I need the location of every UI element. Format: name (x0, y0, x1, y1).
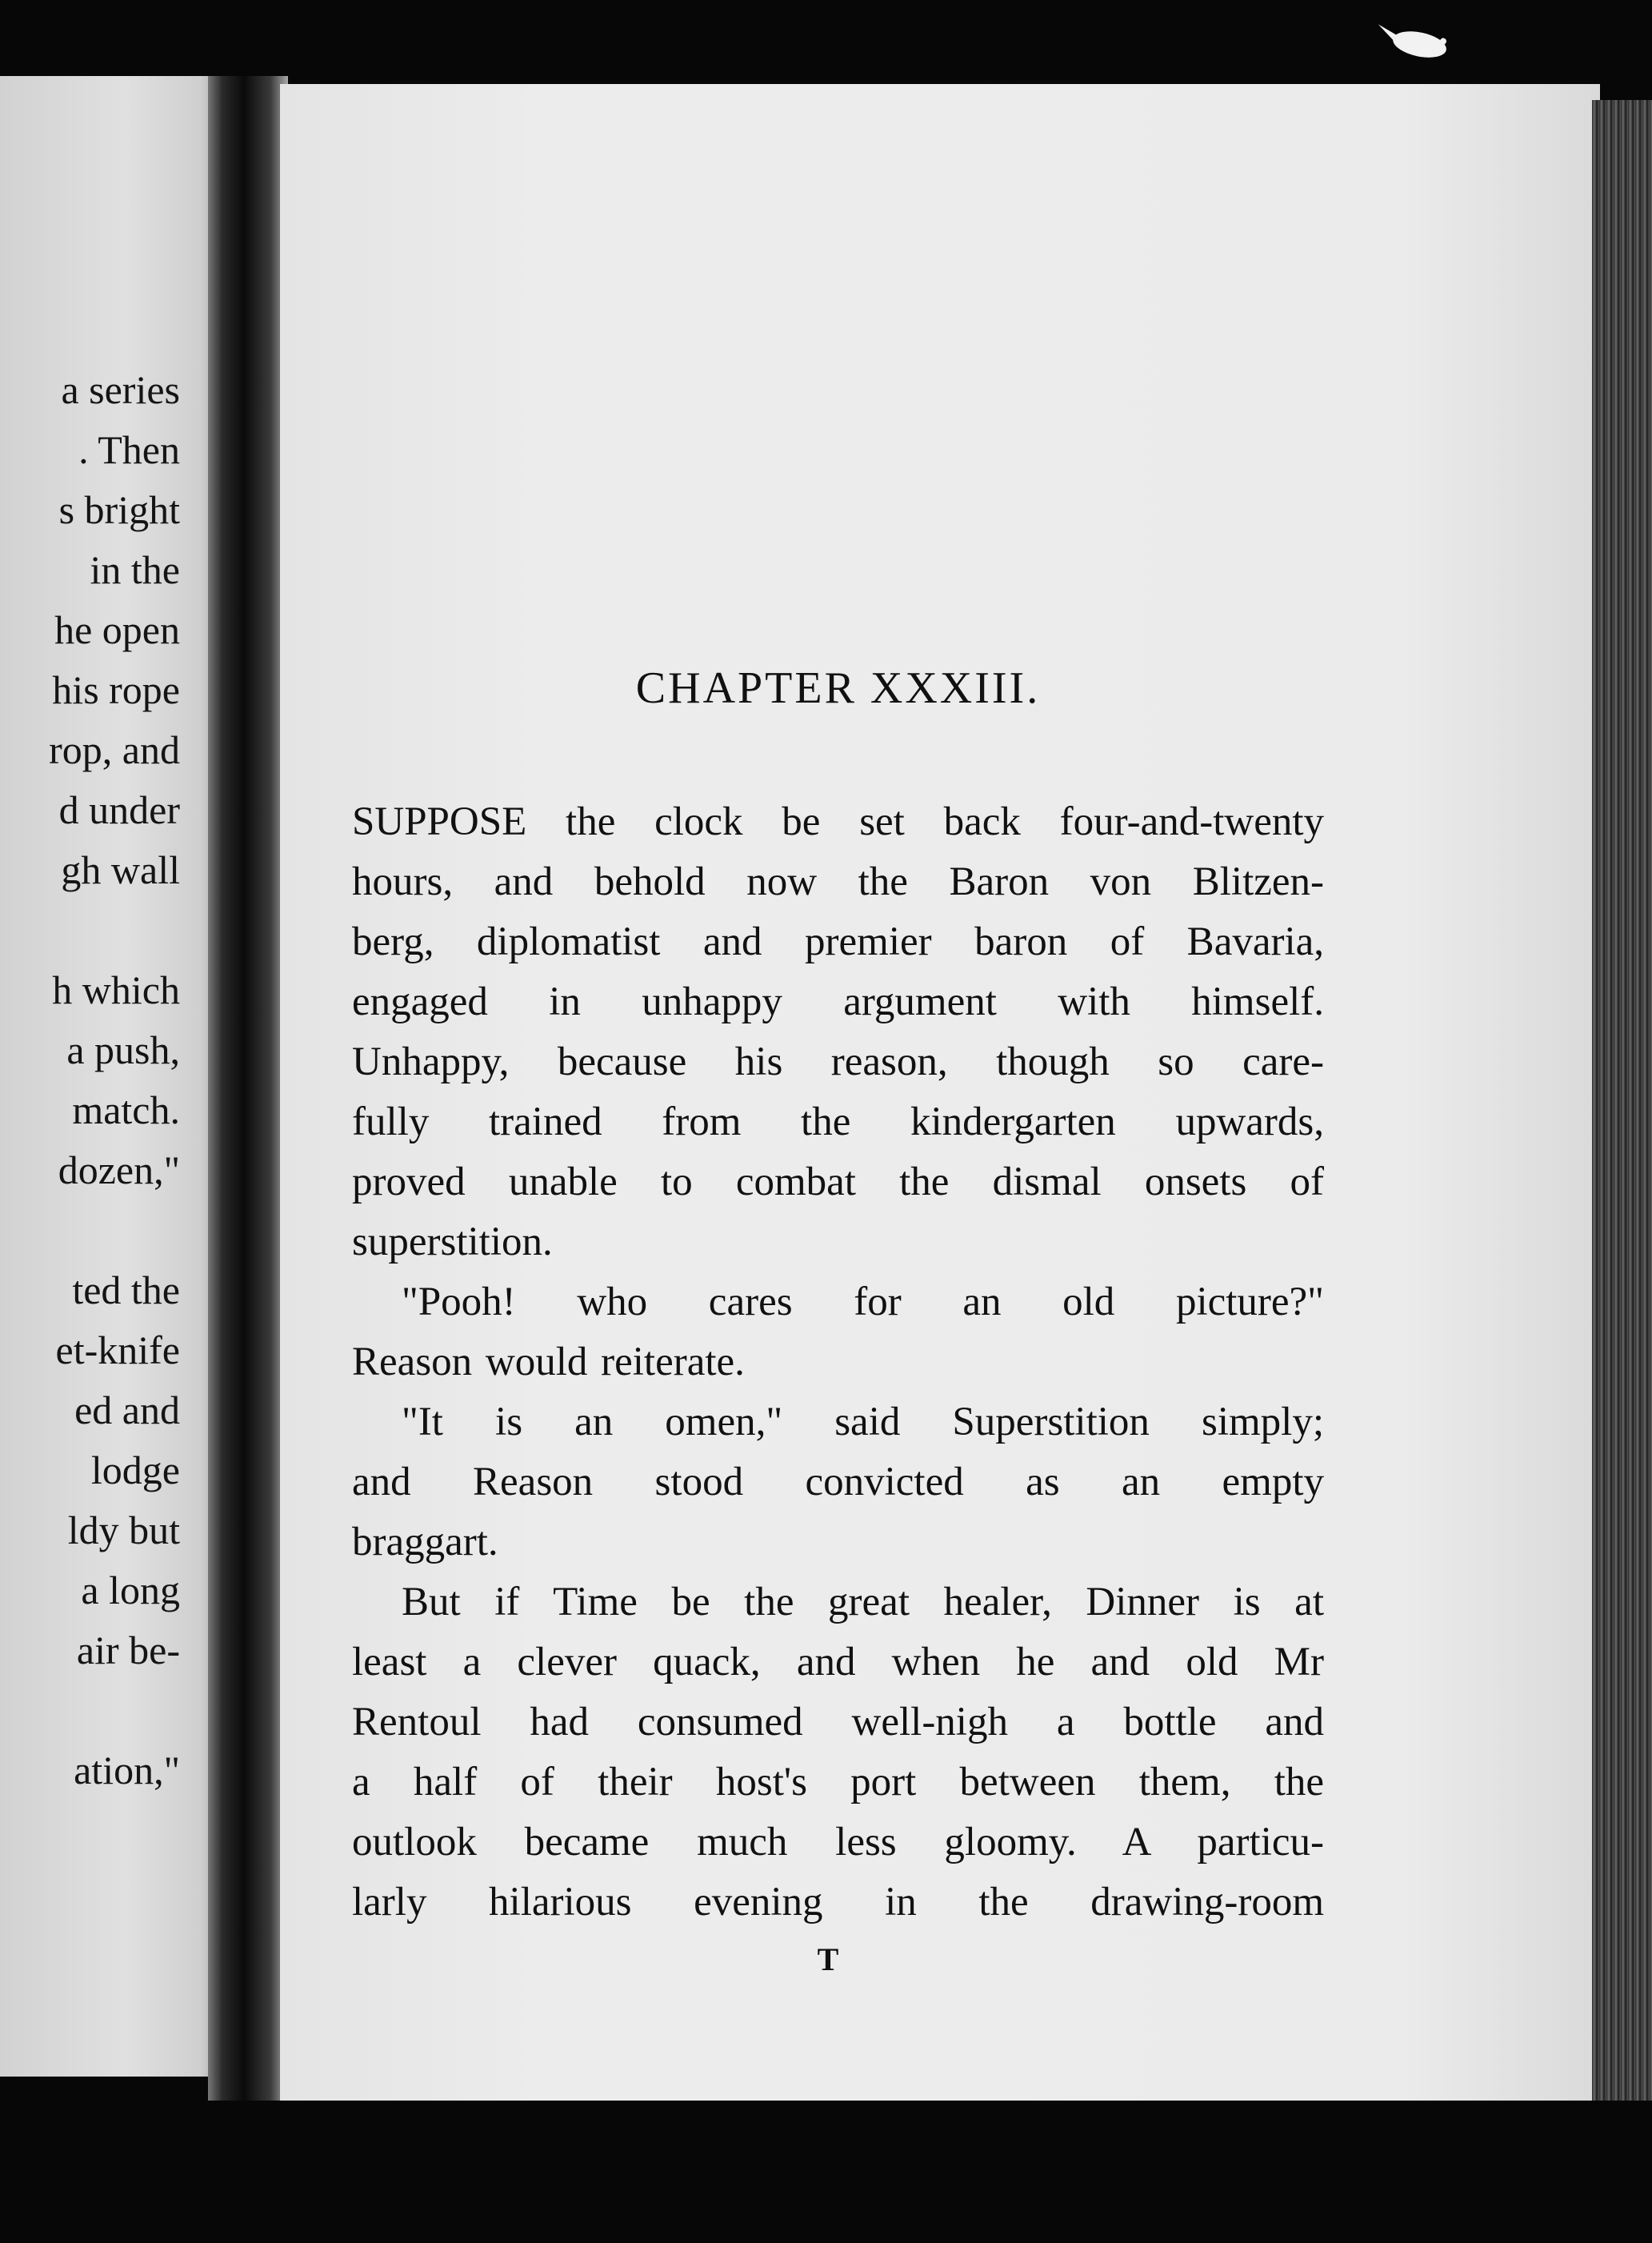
page-fore-edge (1592, 100, 1652, 2101)
left-fragment-line: he open (54, 607, 180, 652)
body-line: Unhappy, because his reason, though so care- (352, 1039, 1324, 1084)
chapter-body (352, 792, 1324, 1933)
body-line: outlook became much less gloomy. A particu- (352, 1820, 1324, 1864)
body-line: "Pooh! who cares for an old picture?" (402, 1280, 1324, 1324)
left-fragment-line: air be- (76, 1628, 180, 1672)
left-fragment-line (49, 1680, 180, 1740)
body-line: braggart. (352, 1520, 498, 1564)
left-fragment-line: a push, (66, 1027, 180, 1072)
left-fragment-line: s bright (58, 487, 180, 532)
body-line: SUPPOSE the clock be set back four-and-twenty (352, 799, 1324, 844)
body-line: a half of their host's port between them, the (352, 1760, 1324, 1804)
left-fragment-line: d under (58, 787, 180, 832)
left-fragment-line: rop, and (49, 727, 180, 772)
left-fragment-line: ted the (72, 1268, 180, 1312)
left-fragment-line: his rope (52, 667, 180, 712)
left-fragment-line: ldy but (67, 1508, 180, 1552)
left-fragment-line: a series (61, 367, 180, 412)
book-spine-gutter (208, 76, 288, 2101)
left-fragment-line: lodge (90, 1448, 180, 1492)
scan-smudge-mark (1369, 16, 1458, 69)
left-fragment-line (49, 1200, 180, 1260)
body-line: But if Time be the great healer, Dinner is at (402, 1580, 1324, 1624)
left-fragment-line: a long (81, 1568, 180, 1612)
left-fragment-line: in the (90, 547, 180, 592)
body-line: Rentoul had consumed well-nigh a bottle and (352, 1700, 1324, 1744)
body-line: "It is an omen," said Superstition simply; (402, 1400, 1324, 1444)
body-line: Reason would reiterate. (352, 1340, 745, 1384)
left-fragment-line: dozen," (58, 1148, 180, 1192)
left-fragment-line: h which (52, 967, 180, 1012)
body-line: least a clever quack, and when he and old Mr (352, 1640, 1324, 1684)
body-line: engaged in unhappy argument with himself. (352, 979, 1324, 1024)
body-line: proved unable to combat the dismal onsets of (352, 1160, 1324, 1204)
page-signature-mark: T (817, 1941, 839, 1977)
body-line: larly hilarious evening in the drawing-room (352, 1880, 1324, 1925)
body-line: and Reason stood convicted as an empty (352, 1460, 1324, 1504)
left-fragment-line: gh wall (61, 847, 180, 892)
chapter-column (352, 640, 1324, 1933)
left-fragment-line (49, 900, 180, 960)
left-fragment-line: . Then (78, 427, 180, 472)
body-line: fully trained from the kindergarten upwards, (352, 1099, 1324, 1144)
left-page-text-fragments (49, 360, 180, 1800)
body-line: hours, and behold now the Baron von Blitzen- (352, 859, 1324, 904)
left-fragment-line: ed and (74, 1388, 180, 1432)
left-page-fragment (0, 76, 228, 2077)
left-fragment-line: et-knife (55, 1328, 180, 1372)
left-fragment-line: match. (72, 1087, 180, 1132)
chapter-title: CHAPTER XXXIII. (635, 663, 1041, 713)
left-fragment-line: ation," (74, 1748, 180, 1792)
body-line: berg, diplomatist and premier baron of Bavaria, (352, 919, 1324, 964)
body-line: superstition. (352, 1220, 553, 1264)
